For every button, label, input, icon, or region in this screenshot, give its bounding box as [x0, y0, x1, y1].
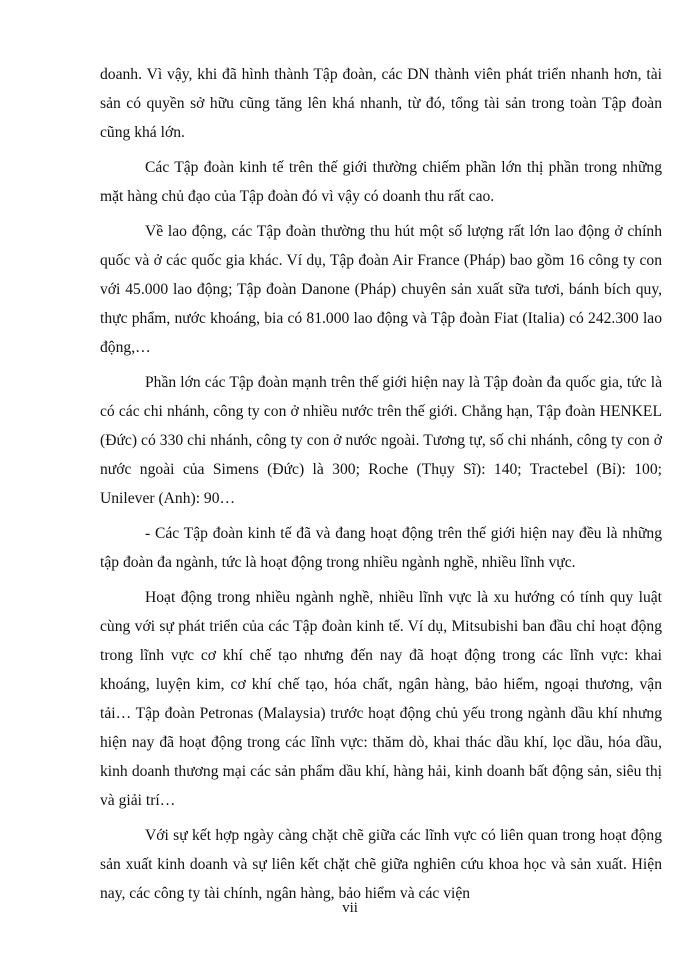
body-text	[100, 60, 662, 914]
paragraph-continuation: doanh. Vì vậy, khi đã hình thành Tập đoàn, các DN thành viên phát triển nhanh hơn, tài sản có quyền sở hữu cũng tăng lên khá nhanh, từ đó, tổng tài sản trong toàn Tập đoàn cũng khá lớn.	[100, 66, 662, 141]
paragraph-market-share: Các Tập đoàn kinh tế trên thế giới thường chiếm phần lớn thị phần trong những mặt hàng chủ đạo của Tập đoàn đó vì vậy có doanh thu rất cao.	[100, 159, 662, 205]
paragraph-labor: Về lao động, các Tập đoàn thường thu hút một số lượng rất lớn lao động ở chính quốc và ở các quốc gia khác. Ví dụ, Tập đoàn Air France (Pháp) bao gồm 16 công ty con với 45.000 lao động; Tập đoàn Danone (Pháp) chuyên sản xuất sữa tươi, bánh bích quy, thực phẩm, nước khoáng, bia có 81.000 lao động và Tập đoàn Fiat (Italia) có 242.300 lao động,…	[100, 223, 662, 356]
paragraph-research-link: Với sự kết hợp ngày càng chặt chẽ giữa các lĩnh vực có liên quan trong hoạt động sản xuất kinh doanh và sự liên kết chặt chẽ giữa nghiên cứu khoa học và sản xuất. Hiện nay, các công ty tài chính, ngân hàng, bảo hiểm và các viện	[100, 827, 662, 902]
page-number: vii	[342, 900, 358, 916]
paragraph-diversification: Hoạt động trong nhiều ngành nghề, nhiều lĩnh vực là xu hướng có tính quy luật cùng với sự phát triển của các Tập đoàn kinh tế. Ví dụ, Mitsubishi ban đầu chỉ hoạt động trong lĩnh vực cơ khí chế tạo nhưng đến nay đã hoạt động trong các lĩnh vực: khai khoáng, luyện kim, cơ khí chế tạo, hóa chất, ngân hàng, bảo hiểm, ngoại thương, vận tải… Tập đoàn Petronas (Malaysia) trước hoạt động chủ yếu trong ngành dầu khí nhưng hiện nay đã hoạt động trong các lĩnh vực: thăm dò, khai thác dầu khí, lọc dầu, hóa dầu, kinh doanh thương mại các sản phẩm dầu khí, hàng hải, kinh doanh bất động sản, siêu thị và giải trí…	[100, 589, 662, 809]
paragraph-multinational: Phần lớn các Tập đoàn mạnh trên thế giới hiện nay là Tập đoàn đa quốc gia, tức là có các chi nhánh, công ty con ở nhiều nước trên thế giới. Chẳng hạn, Tập đoàn HENKEL (Đức) có 330 chi nhánh, công ty con ở nước ngoài. Tương tự, số chi nhánh, công ty con ở nước ngoài của Simens (Đức) là 300; Roche (Thụy Sĩ): 140; Tractebel (Bỉ): 100; Unilever (Anh): 90…	[100, 374, 662, 507]
paragraph-multi-sector: - Các Tập đoàn kinh tế đã và đang hoạt động trên thế giới hiện nay đều là những tập đoàn đa ngành, tức là hoạt động trong nhiều ngành nghề, nhiều lĩnh vực.	[100, 525, 662, 571]
